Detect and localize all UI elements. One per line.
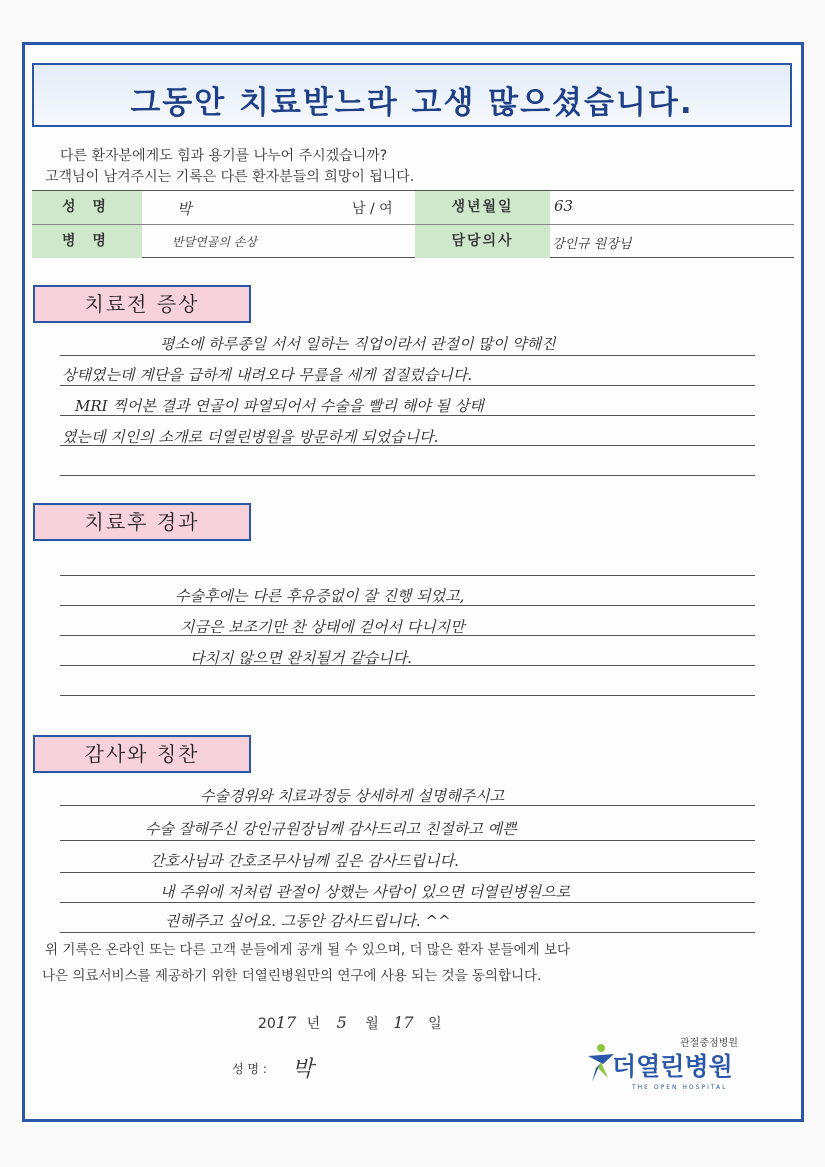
date-month-label: 월	[365, 1016, 379, 1032]
info-row-2	[32, 224, 794, 258]
ruled-line	[60, 695, 755, 696]
name-value: 박	[177, 200, 192, 218]
intro-line-1: 다른 환자분에게도 힘과 용기를 나누어 주시겠습니까?	[60, 148, 388, 164]
ruled-line	[60, 475, 755, 476]
ruled-line	[60, 355, 755, 356]
hospital-logo-text: 더열린병원	[612, 1052, 733, 1081]
ruled-line	[60, 575, 755, 576]
date-year: 17	[275, 1013, 297, 1032]
date-month: 5	[336, 1013, 347, 1032]
section-title-thanks: 감사와 칭찬	[33, 735, 251, 773]
handwritten-line: MRI 찍어본 결과 연골이 파열되어서 수술을 빨리 해야 될 상태	[75, 397, 484, 415]
ruled-line	[60, 902, 755, 903]
ruled-line	[60, 932, 755, 933]
handwritten-line: 상태였는데 계단을 급하게 내려오다 무릎을 세게 접질렀습니다.	[62, 366, 473, 384]
consent-line-2: 나은 의료서비스를 제공하기 위한 더열린병원만의 연구에 사용 되는 것을 동의합니다.	[42, 968, 542, 984]
signature-value: 박	[292, 1057, 314, 1082]
name-label: 성 명	[32, 191, 142, 224]
handwritten-line: 권해주고 싶어요. 그동안 감사드립니다. ^^	[165, 912, 451, 930]
title-banner	[32, 63, 792, 127]
disease-value: 반달연골의 손상	[172, 235, 257, 249]
logo-subtitle: 관절중점병원	[680, 1038, 738, 1049]
consent-line-1: 위 기록은 온라인 또는 다른 고객 분들에게 공개 될 수 있으며, 더 많은 환자 분들에게 보다	[45, 942, 571, 958]
doctor-value: 강인규 원장님	[552, 237, 632, 252]
handwritten-line: 였는데 지인의 소개로 더열린병원을 방문하게 되었습니다.	[62, 428, 439, 446]
ruled-line	[60, 872, 755, 873]
date-day: 17	[393, 1013, 414, 1032]
ruled-line	[60, 385, 755, 386]
handwritten-line: 간호사님과 간호조무사님께 깊은 감사드립니다.	[150, 852, 459, 870]
disease-label: 병 명	[32, 225, 142, 258]
doctor-label: 담당의사	[415, 225, 550, 258]
handwritten-line: 내 주위에 저처럼 관절이 상했는 사람이 있으면 더열린병원으로	[160, 883, 571, 901]
ruled-line	[60, 840, 755, 841]
section-title-before-treatment: 치료전 증상	[33, 285, 251, 323]
info-row-1	[32, 191, 794, 224]
date-line	[258, 1013, 442, 1033]
gender-value: 남 / 여	[352, 201, 393, 217]
handwritten-line: 지금은 보조기만 찬 상태에 걷어서 다니지만	[180, 618, 465, 636]
date-day-label: 일	[428, 1016, 442, 1032]
date-year-label: 년	[306, 1016, 321, 1032]
patient-info-table	[32, 190, 794, 258]
handwritten-line: 수술후에는 다른 후유증없이 잘 진행 되었고,	[175, 587, 465, 605]
birth-value: 63	[554, 197, 574, 215]
handwritten-line: 다치지 않으면 완치될거 같습니다.	[190, 649, 412, 667]
hospital-logo-english: THE OPEN HOSPITAL	[632, 1084, 728, 1091]
date-year-prefix: 20	[258, 1016, 276, 1032]
signature-label: 성 명 :	[232, 1062, 267, 1076]
birth-label: 생년월일	[415, 191, 550, 224]
handwritten-line: 수술 잘해주신 강인규원장님께 감사드리고 친절하고 예쁜	[145, 820, 517, 838]
handwritten-line: 수술경위와 치료과정등 상세하게 설명해주시고	[200, 787, 505, 805]
section-title-after-treatment: 치료후 경과	[33, 503, 251, 541]
handwritten-line: 평소에 하루종일 서서 일하는 직업이라서 관절이 많이 약해진	[160, 335, 556, 353]
page-title: 그동안 치료받느라 고생 많으셨습니다.	[130, 85, 694, 121]
intro-line-2: 고객님이 남겨주시는 기록은 다른 환자분들의 희망이 됩니다.	[45, 169, 415, 185]
